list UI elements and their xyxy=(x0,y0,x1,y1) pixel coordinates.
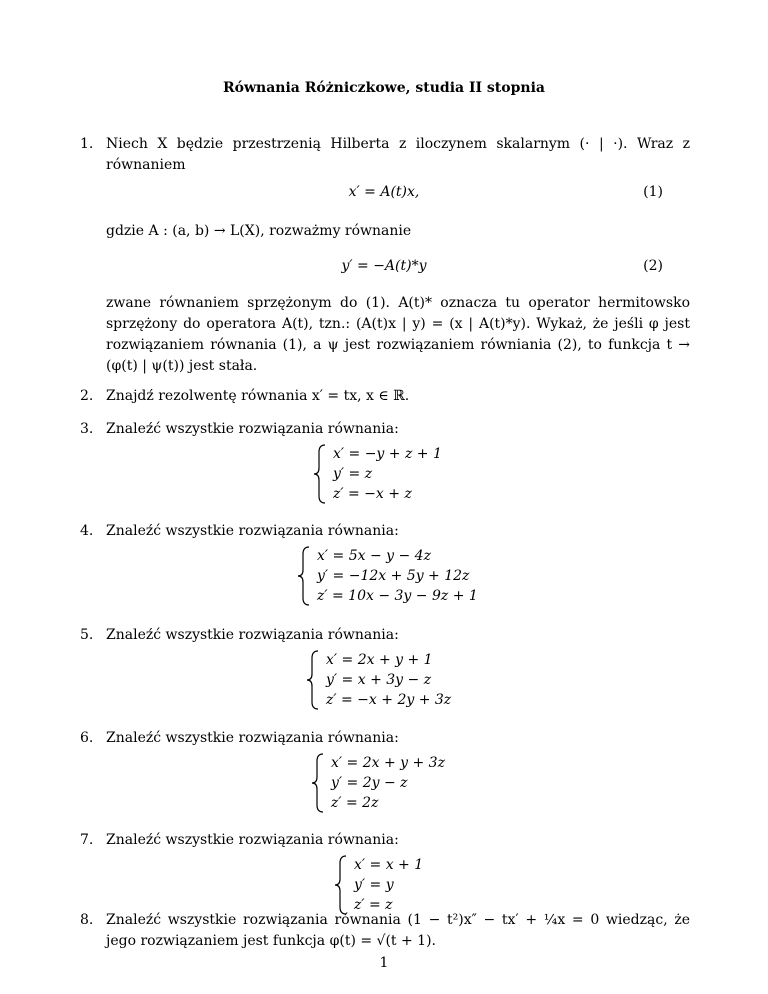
system-line: z′ = −x + 2y + 3z xyxy=(326,692,452,708)
system-line: z′ = −x + z xyxy=(333,486,412,502)
problem-3 xyxy=(80,419,690,440)
equation-1-number: (1) xyxy=(643,184,663,200)
problem-number: 5. xyxy=(80,627,94,643)
problem-text: Znaleźć wszystkie rozwiązania równania (1 − t²)x″ − tx′ + ¼x = 0 wiedząc, że jego rozwiązaniem jest funkcja φ(t) = √(t + 1). xyxy=(106,912,690,949)
problem-text: Znajdź rezolwentę równania x′ = tx, x ∈ ℝ. xyxy=(106,388,410,404)
equation-1: x′ = A(t)x, xyxy=(348,184,420,200)
problem-text: Znaleźć wszystkie rozwiązania równania: xyxy=(106,730,399,746)
problem-text: Niech X będzie przestrzenią Hilberta z iloczynem skalarnym (· | ·). Wraz z równaniem xyxy=(106,136,690,173)
equation-2-number: (2) xyxy=(643,258,663,274)
problem-8 xyxy=(80,910,690,952)
problem-5 xyxy=(80,625,690,646)
system-line: x′ = x + 1 xyxy=(354,857,424,873)
problem-7 xyxy=(80,830,690,851)
system-line: x′ = 2x + y + 1 xyxy=(326,652,433,668)
page-number: 1 xyxy=(379,955,389,971)
problem-text: Znaleźć wszystkie rozwiązania równania: xyxy=(106,832,399,848)
equation-2: y′ = −A(t)*y xyxy=(341,258,427,274)
page-title: Równania Różniczkowe, studia II stopnia xyxy=(223,80,545,96)
problem-number: 6. xyxy=(80,730,94,746)
system-line: x′ = −y + z + 1 xyxy=(333,446,442,462)
system-line: y′ = z xyxy=(333,466,373,482)
equation-system-4 xyxy=(297,546,478,606)
left-brace-icon xyxy=(311,753,325,813)
left-brace-icon xyxy=(334,855,348,915)
problem-1-text-3 xyxy=(80,293,690,377)
problem-text: Znaleźć wszystkie rozwiązania równania: xyxy=(106,627,399,643)
left-brace-icon xyxy=(297,546,311,606)
problem-text: zwane równaniem sprzężonym do (1). A(t)* oznacza tu operator hermitowsko sprzężony do operatora A(t), tzn.: (A(t)x | y) = (x | A(t)*y). Wykaż, że jeśli φ jest rozwiązaniem równania (1), a ψ jest rozwiązaniem równiania (2), to funkcja t → (φ(t) | ψ(t)) jest stała. xyxy=(106,295,690,374)
problem-1 xyxy=(80,134,690,176)
system-line: x′ = 5x − y − 4z xyxy=(317,548,431,564)
problem-1-text-2 xyxy=(80,221,690,242)
system-line: y′ = y xyxy=(354,877,394,893)
problem-2 xyxy=(80,386,690,407)
system-line: z′ = 2z xyxy=(331,795,379,811)
problem-4 xyxy=(80,521,690,542)
equation-system-3 xyxy=(313,444,442,504)
system-line: z′ = 10x − 3y − 9z + 1 xyxy=(317,588,478,604)
problem-number: 3. xyxy=(80,421,94,437)
problem-number: 7. xyxy=(80,832,94,848)
problem-6 xyxy=(80,728,690,749)
equation-system-5 xyxy=(306,650,451,710)
problem-text: gdzie A : (a, b) → L(X), rozważmy równanie xyxy=(106,223,412,239)
problem-number: 4. xyxy=(80,523,94,539)
problem-text: Znaleźć wszystkie rozwiązania równania: xyxy=(106,523,399,539)
equation-system-6 xyxy=(311,753,445,813)
system-line: x′ = 2x + y + 3z xyxy=(331,755,445,771)
problem-number: 8. xyxy=(80,912,94,928)
system-line: y′ = 2y − z xyxy=(331,775,408,791)
equation-system-7 xyxy=(334,855,423,915)
problem-number: 1. xyxy=(80,136,94,152)
system-line: y′ = −12x + 5y + 12z xyxy=(317,568,470,584)
system-line: y′ = x + 3y − z xyxy=(326,672,432,688)
left-brace-icon xyxy=(306,650,320,710)
system-line: z′ = z xyxy=(354,897,393,913)
problem-number: 2. xyxy=(80,388,94,404)
problem-text: Znaleźć wszystkie rozwiązania równania: xyxy=(106,421,399,437)
left-brace-icon xyxy=(313,444,327,504)
